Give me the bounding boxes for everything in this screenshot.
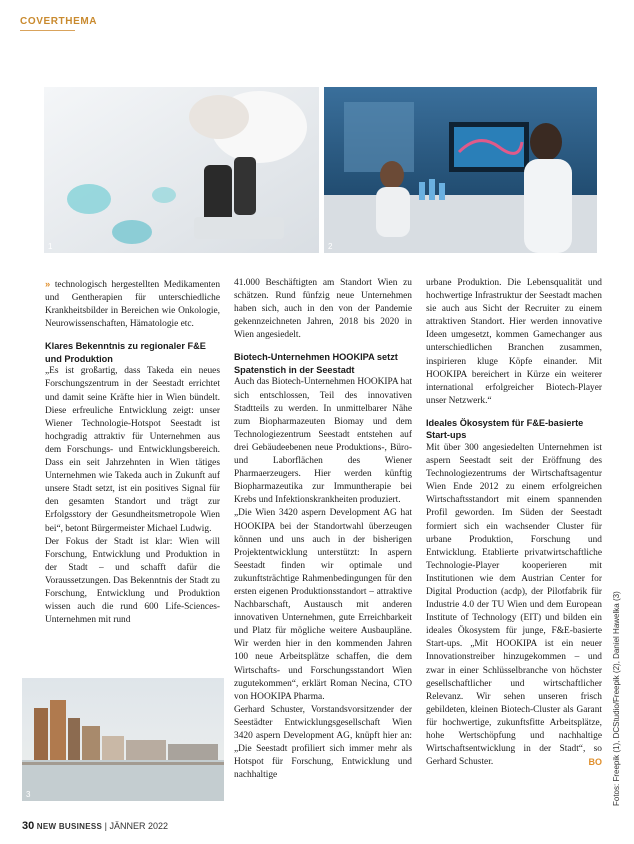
article-column-1 (45, 277, 220, 808)
lead-text: technologisch hergestellten Medikamenten und Gentherapien für unterschiedliche Krankheitsbilder in Bereichen wie Onkologie, Neurowissenschaften, Hämatologie etc. (45, 280, 220, 330)
paragraph: „Es ist großartig, dass Takeda ein neues Forschungszentrum in der Seestadt errichtet und damit seine Kräfte hier in Wien bündelt. Diese erfreuliche Entwicklung zeigt: unser Wiener Technologie-Hotspot Seestadt ist hochgradig attraktiv für Unternehmen aus dem Forschungs- und Entwicklungsbereich. Dass ein seit Jahrzehnten in Wien tätiges Unternehmen wie Takeda auch in Zukunft auf unsere Stadt setzt, ist ein positives Signal für den gesamten Standort und trägt zur Erfolgsstory der Gesundheitsmetropole Wien bei“, betont Bürgermeister Michael Ludwig. (45, 366, 220, 534)
subheading: Biotech-Unternehmen HOOKIPA setzt Spatenstich in der Seestadt (234, 352, 398, 375)
magazine-name: NEW BUSINESS (36, 822, 103, 831)
article-column-2 (234, 277, 412, 808)
photo-number: 3 (26, 790, 31, 799)
paragraph: „Die Wien 3420 aspern Development AG hat HOOKIPA bei der Standortwahl überzeugen können und uns auch in der bisherigen Projektentwicklung unterstützt: In aspern Seestadt finden wir optimale und zukunftsträchtige Rahmenbedingungen für den ersten eigenen Produktionsstandort – attraktive Nachbarschaft, Austausch mit anderen innovativen Unternehmen, gute Erreichbarkeit und Platz für mögliche weitere Ausbaupläne. Wir werden hier in den kommenden Jahren 100 neue Arbeitsplätze schaffen, die dem Wirtschafts- und Forschungsstandort Wien zugutekommen“, erklärt Roman Necina, CTO von HOOKIPA Pharma. (234, 508, 412, 702)
article-column-3 (426, 277, 602, 808)
photo-credit: Fotos: Freepik (1), DCStudio/Freepik (2), Daniel Hawelka (3) (612, 591, 621, 806)
paragraph: Gerhard Schuster, Vorstandsvorsitzender der Seestädter Entwicklungsgesellschaft Wien 3420 aspern Development AG, knüpft hier an: „Die Seestadt profiliert sich immer mehr als Hotspot für Forschung, Entwicklung und nachhaltige (234, 704, 412, 781)
footer-separator: | (104, 821, 108, 831)
end-mark: BO (588, 757, 602, 768)
paragraph: Auch das Biotech-Unternehmen HOOKIPA hat sich entschlossen, Teil des innovativen Stadtteils zu werden. In unmittelbarer Nähe zum Biopharmazeuten Biomay und dem Technologiezentrum Seestadt entstehen auf drei Gebäudeebenen neue Produktions-, Büro- und Laborflächen des Wiener Pharmaerzeugers. Hier werden künftig Biopharmazeutika zur Immuntherapie bei Krebs und Infektionskrankheiten produziert. (234, 377, 412, 506)
subheading: Klares Bekenntnis zu regionaler F&E und Produktion (45, 341, 206, 364)
page-footer (22, 820, 168, 832)
photo-lab-microscope (44, 87, 319, 253)
section-label: COVERTHEMA (20, 16, 98, 27)
photo-number: 1 (48, 242, 53, 251)
page-number: 30 (22, 820, 35, 832)
paragraph: Der Fokus der Stadt ist klar: Wien will Forschung, Entwicklung und Produktion in der Stadt – und schafft dafür die Voraussetzungen. Das Bekenntnis der Stadt zu Forschung, Entwicklung und Produktion wissen auch die rund 600 Life-Sciences-Unternehmen mit rund (45, 536, 220, 626)
chevron-right-icon: » (45, 278, 51, 289)
paragraph (426, 442, 602, 769)
paragraph-text: Mit über 300 angesiedelten Unternehmen ist aspern Seestadt seit der Eröffnung des Technologiezentrums der Wirtschaftsagentur Wien Ende 2012 zu einem erfolgreichen Wirtschaftsstandort mit einem spannenden Profil geworden. Im Süden der Seestadt formiert sich ein wachsender Cluster für urbane Produktion, Forschung und Entwicklung. Etablierte privatwirtschaftliche Technologie-Player kooperieren mit Institutionen wie dem Austrian Center for Digital Production (acdp), der Pilotfabrik für Industrie 4.0 der TU Wien und dem European Institute of Technology (EIT) und bilden ein ideales Ökosystem für junge, F&E-basierte Start-ups. „Mit HOOKIPA ist ein neuer Innovationstreiber hinzugekommen – und zwar in einer Schlüsselbranche von höchster gesellschaftlicher und wirtschaftlicher Relevanz. Wir sehen unseren frisch gebildeten, kleinen Biotech-Cluster als Garant für hochwertige, zukunftsfitte Arbeitsplätze, hohe Wertschöpfung und nachhaltige Wirtschaftsentwicklung in der Stadt“, so Gerhard Schuster. (426, 442, 602, 768)
paragraph: urbane Produktion. Die Lebensqualität und hochwertige Infrastruktur der Seestadt machen sie auch aus Sicht der Recruiter zu einem attraktiven Standort. Hier werden innovative Ideen umgesetzt, kommen Gamechanger aus unterschiedlichen Branchen zusammen, inspirieren kluge Köpfe einander. Mit HOOKIPA bereichert in Kürze ein weiterer international erfolgreicher Biotech-Player unser Netzwerk.“ (426, 278, 602, 406)
section-divider (20, 30, 75, 31)
issue-date: JÄNNER 2022 (109, 821, 169, 831)
paragraph: 41.000 Beschäftigten am Standort Wien zu schätzen. Rund fünfzig neue Unternehmen haben sich, auch in den von der Pandemie gekennzeichneten Jahren, 2018 bis 2020 in Wien angesiedelt. (234, 278, 412, 341)
photo-number: 2 (328, 242, 333, 251)
photo-lab-scientist (324, 87, 597, 253)
lead-paragraph (45, 277, 220, 331)
subheading: Ideales Ökosystem für F&E-basierte Start-ups (426, 417, 584, 441)
